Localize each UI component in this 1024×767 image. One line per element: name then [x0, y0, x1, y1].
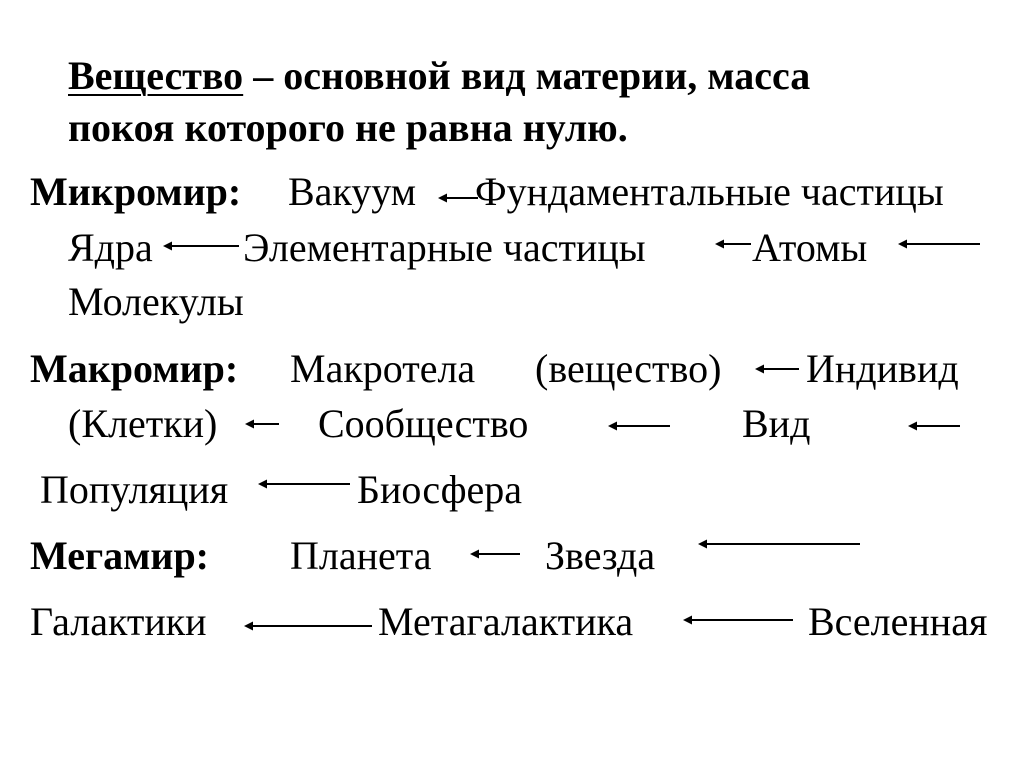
micro-elementary: Элементарные частицы — [243, 225, 646, 270]
macro-label: Макромир: — [30, 346, 239, 391]
arrow-left-icon — [683, 614, 793, 626]
arrow-left-icon — [908, 420, 960, 432]
arrow-left-icon — [245, 418, 279, 430]
macro-biosphere: Биосфера — [357, 467, 523, 512]
arrow-left-icon — [608, 420, 670, 432]
arrow-left-icon — [438, 192, 478, 204]
macro-cells: (Клетки) — [68, 401, 218, 446]
micro-vacuum: Вакуум — [288, 169, 417, 214]
micro-molecules: Молекулы — [68, 279, 244, 324]
arrow-left-icon — [258, 478, 350, 490]
definition-text: – основной вид материи, масса — [243, 53, 811, 98]
arrow-left-icon — [715, 238, 751, 250]
mega-metagalaxy: Метагалактика — [378, 599, 634, 644]
macro-species: Вид — [742, 401, 811, 446]
macro-population: Популяция — [40, 467, 229, 512]
arrow-left-icon — [244, 620, 372, 632]
definition-line-1 — [68, 52, 810, 100]
macro-bodies: Макротела — [290, 346, 476, 391]
macro-substance: (вещество) — [535, 346, 722, 391]
micro-fundamental: Фундаментальные частицы — [475, 169, 944, 214]
mega-planet: Планета — [290, 533, 432, 578]
micro-label: Микромир: — [30, 169, 242, 214]
arrow-left-icon — [898, 238, 980, 250]
mega-universe: Вселенная — [808, 599, 988, 644]
definition-term: Вещество — [68, 53, 244, 98]
arrow-left-icon — [470, 548, 520, 560]
definition-line-2: покоя которого не равна нулю. — [68, 105, 628, 150]
arrow-left-icon — [698, 538, 860, 550]
micro-atoms: Атомы — [752, 225, 868, 270]
micro-nuclei: Ядра — [68, 225, 153, 270]
macro-individual: Индивид — [806, 346, 959, 391]
mega-galaxies: Галактики — [30, 599, 207, 644]
arrow-left-icon — [755, 363, 799, 375]
arrow-left-icon — [163, 240, 239, 252]
macro-community: Сообщество — [318, 401, 529, 446]
mega-star: Звезда — [545, 533, 656, 578]
mega-label: Мегамир: — [30, 533, 210, 578]
